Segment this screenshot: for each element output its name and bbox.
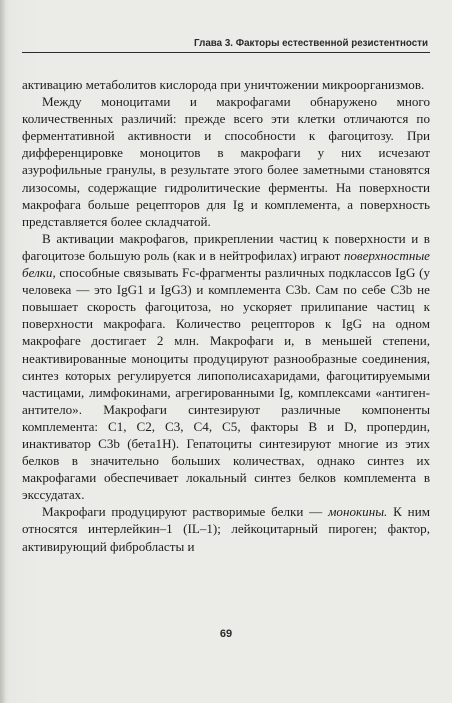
paragraph-macrophage-activation bbox=[22, 230, 430, 504]
page-number: 69 bbox=[219, 628, 233, 640]
emphasis-surface-proteins: поверхностные белки, bbox=[22, 247, 430, 281]
paragraph-text: К ним относятся интерлейкин–1 (IL–1); лейкоцитарный пироген; фактор, активирующий фибробласты и bbox=[22, 504, 430, 554]
emphasis-monokines: монокины. bbox=[328, 504, 388, 520]
page-body bbox=[22, 76, 430, 555]
header-rule bbox=[22, 52, 430, 53]
paragraph-text: способные связывать Fc-фрагменты различных подклассов IgG (у человека — это IgG1 и IgG3) и комплемента C3b. Сам по себе C3b не повышает скорость фагоцитоза, но ускоряет прилипание частиц к поверхности макрофага. Количество рецепторов к IgG на одном макрофаге достигает 2 млн. Макрофаги и, в меньшей степени, неактивированные моноциты продуцируют разнообразные соединения, синтез которых регулируется липополисахаридами, фагоцитируемыми частицами, лимфокинами, агрегированными Ig, комплексами «антиген-антитело». Макрофаги синтезируют различные компоненты комплемента: C1, C2, C3, C4, C5, факторы В и D, пропердин, инактиватор C3b (бета1H). Гепатоциты синтезируют многие из этих белков в значительно больших количествах, однако синтез их макрофагами обеспечивает локальный синтез белков комплемента в экссудатах. bbox=[22, 265, 430, 503]
paragraph-monokines bbox=[22, 503, 430, 554]
paragraph-text: В активации макрофагов, прикреплении частиц к поверхности и в фагоцитозе большую роль (как и в нейтрофилах) играют bbox=[22, 230, 430, 263]
running-header: Глава 3. Факторы естественной резистентности bbox=[194, 38, 428, 49]
paragraph-continued: активацию метаболитов кислорода при уничтожении микроорганизмов. bbox=[22, 77, 425, 92]
paragraph-monocytes-macrophages: Между моноцитами и макрофагами обнаружено много количественных различий: прежде всего эти клетки отличаются по ферментативной активности и способности к фагоцитозу. При дифференцировке моноцитов в макрофаги у них исчезают азурофильные гранулы, в результате этого более заметными становятся лизосомы, содержащие гидролитические ферменты. На поверхности макрофага больше рецепторов для Ig и комплемента, а поверхность представляется более складчатой. bbox=[22, 94, 430, 229]
paragraph-text: Макрофаги продуцируют растворимые белки — bbox=[42, 504, 329, 520]
